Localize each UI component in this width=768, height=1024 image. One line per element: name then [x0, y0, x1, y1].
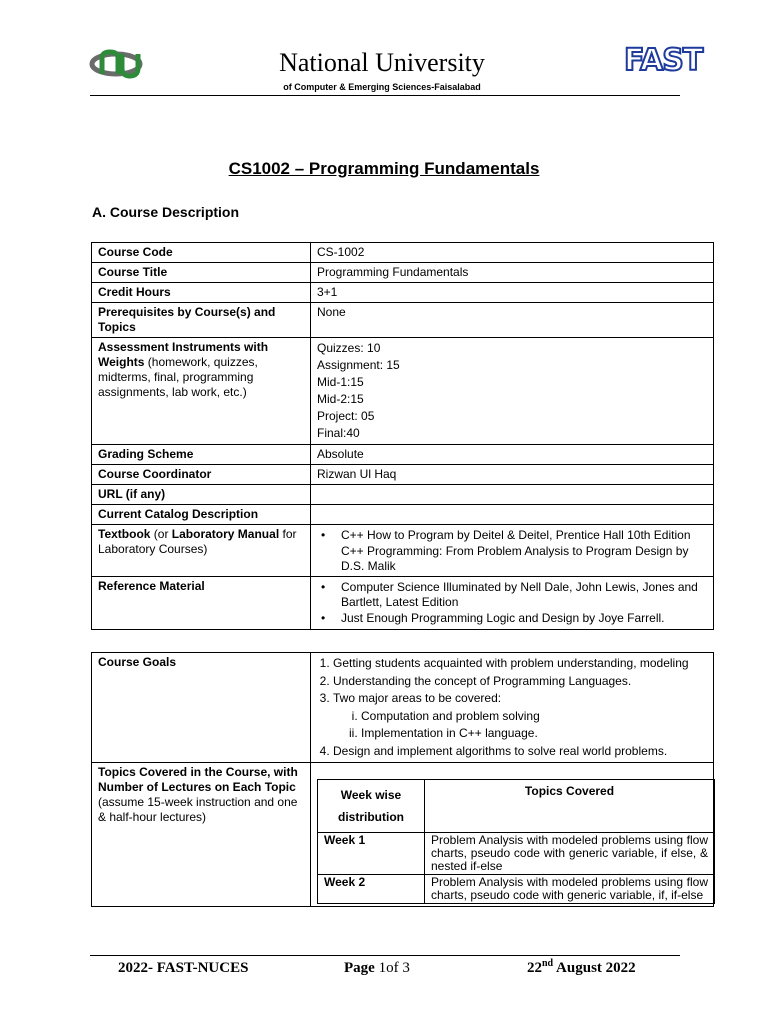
assessment-item: Assignment: 15	[317, 358, 400, 372]
goal-item	[333, 690, 707, 743]
goal-item: 4. Design and implement algorithms to solve real world problems.	[333, 743, 707, 761]
table-row	[92, 577, 714, 630]
col-week-header	[318, 780, 425, 833]
label-url: URL (if any)	[92, 485, 311, 505]
value-course-title: Programming Fundamentals	[311, 263, 714, 283]
weekly-topics-table	[317, 779, 715, 904]
label-textbook-rest: for Laboratory Courses)	[98, 527, 297, 556]
label-assessment-bold: Assessment Instruments with Weights	[98, 340, 269, 369]
value-assessment	[311, 338, 714, 445]
label-course-code: Course Code	[92, 243, 311, 263]
assessment-item: Final:40	[317, 426, 360, 440]
value-grading: Absolute	[311, 445, 714, 465]
label-catalog: Current Catalog Description	[92, 505, 311, 525]
value-credit-hours: 3+1	[311, 283, 714, 303]
label-coordinator: Course Coordinator	[92, 465, 311, 485]
course-title	[0, 158, 768, 180]
value-course-goals	[311, 653, 714, 763]
goal-sub-item: i. Computation and problem solving	[361, 708, 707, 726]
table-row	[92, 445, 714, 465]
col-week-line2: distribution	[338, 810, 404, 824]
section-heading-a: A. Course Description	[92, 204, 240, 220]
fast-logo	[624, 43, 703, 78]
value-reference	[311, 577, 714, 630]
university-name: National University	[279, 48, 485, 77]
table-row	[92, 338, 714, 445]
topic-cell: Problem Analysis with modeled problems using flow charts, pseudo code with generic variable, if, if-else	[425, 875, 715, 904]
footer-page-number: 1of 3	[378, 960, 410, 976]
value-prerequisites: None	[311, 303, 714, 338]
table-row	[92, 525, 714, 577]
label-textbook	[92, 525, 311, 577]
label-textbook-bold1: Textbook	[98, 527, 151, 541]
label-assessment-rest: (homework, quizzes, midterms, final, programming assignments, lab work, etc.)	[98, 355, 258, 399]
label-course-title: Course Title	[92, 263, 311, 283]
course-goals-table	[91, 652, 714, 907]
label-course-goals: Course Goals	[92, 653, 311, 763]
week-cell: Week 2	[318, 875, 425, 904]
value-course-code: CS-1002	[311, 243, 714, 263]
label-assessment	[92, 338, 311, 445]
goal-sub-item: ii. Implementation in C++ language.	[361, 725, 707, 743]
course-description-table	[91, 242, 714, 630]
goal-item: 1. Getting students acquainted with problem understanding, modeling	[333, 655, 707, 673]
col-week-line1: Week wise	[340, 788, 402, 802]
assessment-item: Quizzes: 10	[317, 341, 381, 355]
value-coordinator: Rizwan Ul Haq	[311, 465, 714, 485]
table-row	[318, 875, 715, 904]
fast-logo-text: FAST	[624, 43, 703, 78]
table-row	[92, 485, 714, 505]
table-row	[92, 465, 714, 485]
table-row	[92, 505, 714, 525]
table-row	[92, 263, 714, 283]
value-catalog	[311, 505, 714, 525]
footer-page-word: Page	[344, 960, 375, 976]
assessment-item: Mid-2:15	[317, 392, 364, 406]
label-topics-bold: Topics Covered in the Course, with Number of Lectures on Each Topic	[98, 765, 298, 794]
nu-logo	[88, 44, 150, 84]
textbook-item: C++ Programming: From Problem Analysis to Program Design by D.S. Malik	[341, 544, 689, 573]
table-row	[92, 283, 714, 303]
reference-item: • Computer Science Illuminated by Nell Dale, John Lewis, Jones and Bartlett, Latest Edition	[341, 580, 707, 610]
label-textbook-bold2: Laboratory Manual	[171, 527, 280, 541]
course-title-text: CS1002 – Programming Fundamentals	[228, 159, 540, 178]
footer-date	[527, 958, 636, 978]
table-row	[92, 303, 714, 338]
footer-date-sup: nd	[542, 958, 554, 969]
value-topics	[311, 763, 714, 907]
footer-left: 2022- FAST-NUCES	[118, 960, 249, 976]
university-subtitle: of Computer & Emerging Sciences-Faisalabad	[283, 82, 481, 92]
table-row	[92, 243, 714, 263]
reference-item: • Just Enough Programming Logic and Design by Joye Farrell.	[341, 611, 707, 626]
col-topics-header: Topics Covered	[425, 780, 715, 833]
footer-rule	[90, 955, 680, 956]
textbook-item: • C++ How to Program by Deitel & Deitel, Prentice Hall 10th Edition	[341, 528, 707, 543]
label-credit-hours: Credit Hours	[92, 283, 311, 303]
goal-item: 2. Understanding the concept of Programming Languages.	[333, 673, 707, 691]
value-textbook	[311, 525, 714, 577]
label-reference: Reference Material	[92, 577, 311, 630]
footer-page	[344, 958, 410, 978]
table-row	[318, 833, 715, 875]
assessment-item: Mid-1:15	[317, 375, 364, 389]
table-row	[318, 780, 715, 833]
week-cell: Week 1	[318, 833, 425, 875]
footer-date-day: 22	[527, 960, 542, 976]
header-rule	[90, 95, 680, 96]
label-topics-rest: (assume 15-week instruction and one & half-hour lectures)	[98, 795, 298, 824]
table-row	[92, 653, 714, 763]
value-url	[311, 485, 714, 505]
label-grading: Grading Scheme	[92, 445, 311, 465]
topic-cell: Problem Analysis with modeled problems using flow charts, pseudo code with generic variable, if else, & nested if-else	[425, 833, 715, 875]
label-topics	[92, 763, 311, 907]
assessment-item: Project: 05	[317, 409, 375, 423]
goal-item-text: Two major areas to be covered:	[333, 691, 502, 705]
footer-date-rest: August 2022	[553, 960, 636, 976]
label-prerequisites: Prerequisites by Course(s) and Topics	[92, 303, 311, 338]
label-textbook-mid: (or	[150, 527, 172, 541]
table-row	[92, 763, 714, 907]
